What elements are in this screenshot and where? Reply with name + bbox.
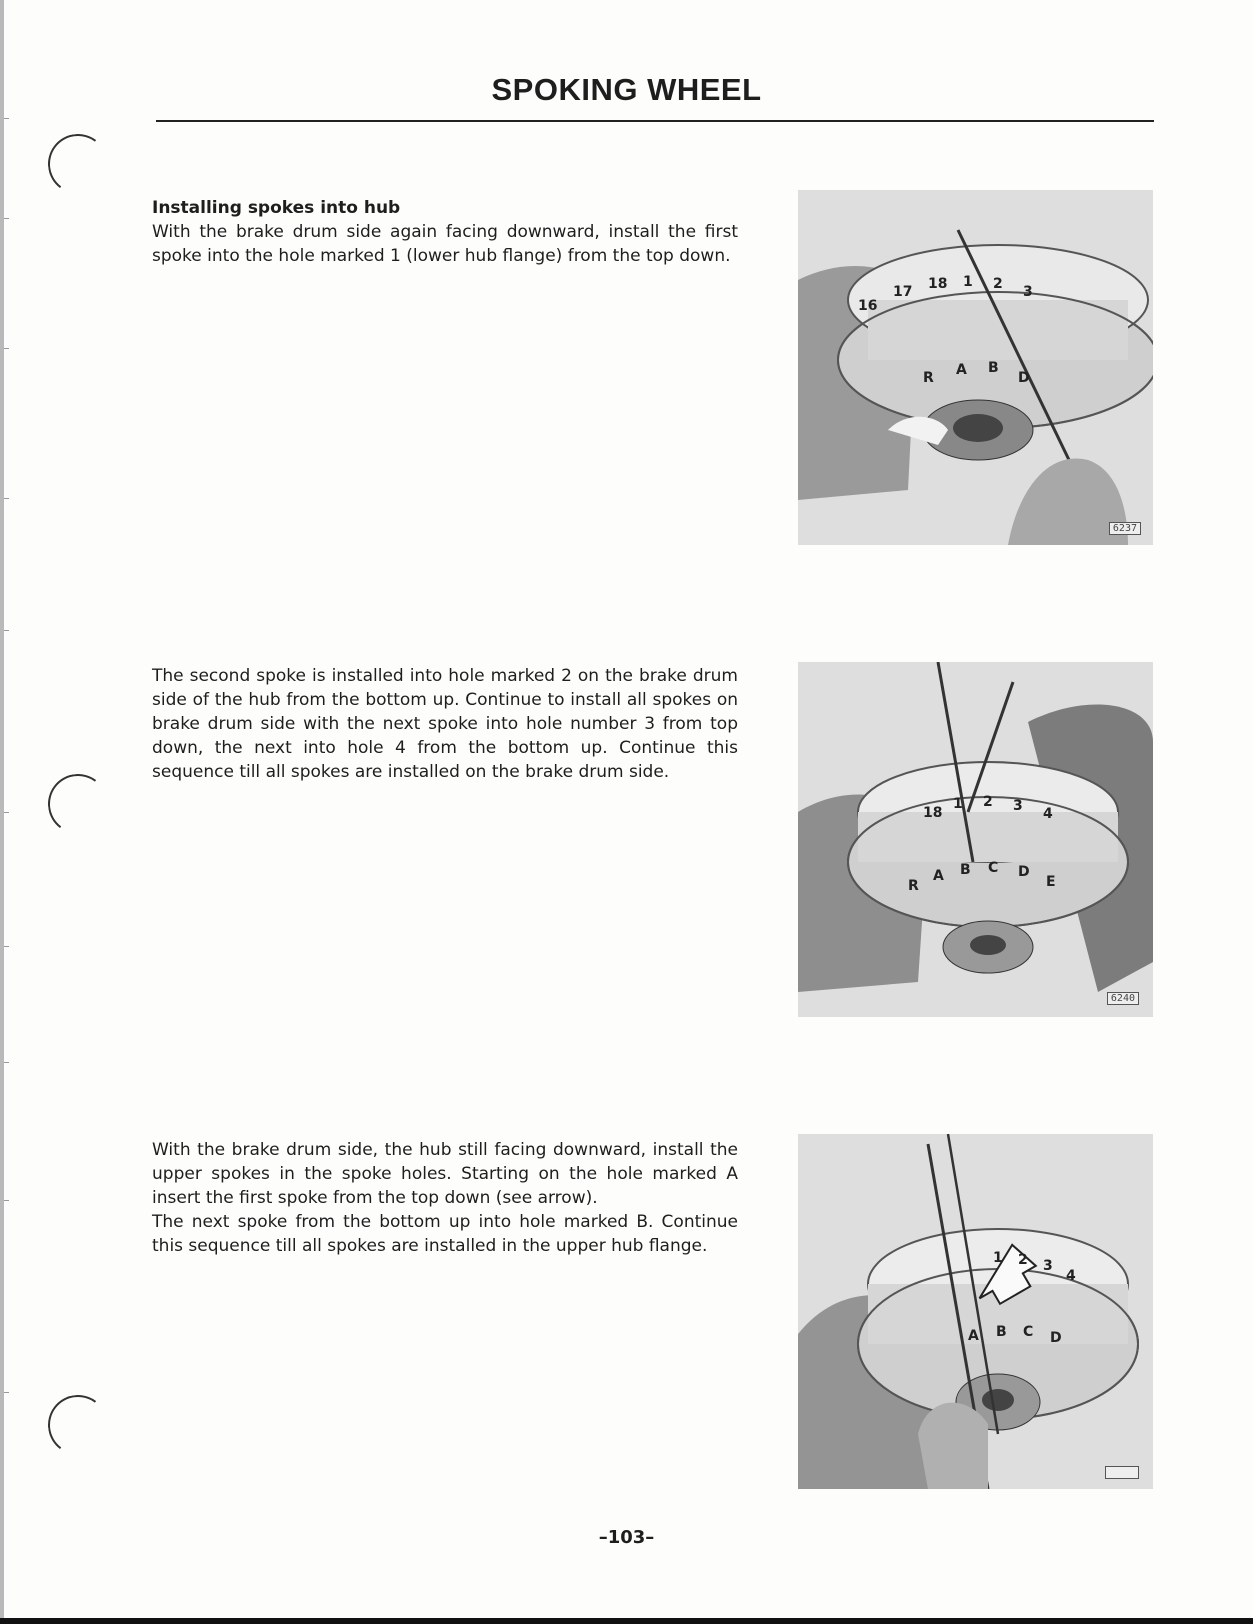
page-title: SPOKING WHEEL <box>491 72 762 107</box>
hub-photo-3 <box>798 1134 1153 1489</box>
hub-photo-1 <box>798 190 1153 545</box>
flange-label: 2 <box>993 276 1003 292</box>
binder-hole-mark <box>44 130 112 198</box>
flange-label: E <box>1046 874 1056 890</box>
margin-tick <box>4 348 9 349</box>
margin-tick <box>4 118 9 119</box>
flange-label: D <box>1050 1330 1062 1346</box>
section-paragraph: With the brake drum side again facing downward, install the first spoke into the hole marked 1 (lower hub flange) from the top down. <box>152 222 738 266</box>
section-paragraph: The next spoke from the bottom up into hole marked B. Continue this sequence till all spokes are installed in the upper hub flange. <box>152 1212 738 1256</box>
margin-tick <box>4 1392 9 1393</box>
figure-number: 6240 <box>1107 992 1139 1005</box>
figure-number <box>1105 1466 1139 1479</box>
page-bottom-edge <box>0 1618 1253 1624</box>
hub-illustration <box>798 190 1153 545</box>
flange-label: 16 <box>858 298 878 314</box>
flange-label: 18 <box>923 805 943 821</box>
flange-label: 2 <box>1018 1252 1028 1268</box>
flange-label: 4 <box>1066 1268 1076 1284</box>
flange-label: 2 <box>983 794 993 810</box>
section-heading: Installing spokes into hub <box>152 198 401 218</box>
hub-illustration <box>798 1134 1153 1489</box>
flange-label: 3 <box>1013 798 1023 814</box>
margin-tick <box>4 498 9 499</box>
flange-label: D <box>1018 370 1030 386</box>
section-paragraph: With the brake drum side, the hub still facing downward, install the upper spokes in the spoke holes. Starting on the hole marked A insert the first spoke from the top down (see arrow). <box>152 1140 738 1208</box>
flange-label: 1 <box>963 274 973 290</box>
margin-tick <box>4 218 9 219</box>
section-paragraph: The second spoke is installed into hole marked 2 on the brake drum side of the hub from the bottom up. Continue to install all spokes on brake drum side with the next spoke into hole number 3 from top down, the next into hole 4 from the bottom up. Continue this sequence till all spokes are installed on the brake drum side. <box>152 666 738 782</box>
title-rule <box>156 120 1154 122</box>
margin-tick <box>4 1062 9 1063</box>
figure-number: 6237 <box>1109 522 1141 535</box>
margin-tick <box>4 630 9 631</box>
flange-label: 17 <box>893 284 913 300</box>
flange-label: 18 <box>928 276 948 292</box>
binder-hole-mark <box>44 1391 112 1459</box>
flange-label: 1 <box>953 796 963 812</box>
flange-label: 1 <box>993 1250 1003 1266</box>
flange-label: 3 <box>1023 284 1033 300</box>
margin-tick <box>4 946 9 947</box>
flange-label: D <box>1018 864 1030 880</box>
section-installing-spokes <box>152 196 738 268</box>
hub-illustration <box>798 662 1153 1017</box>
binder-hole-mark <box>44 770 112 838</box>
flange-label: R <box>923 370 934 386</box>
margin-tick <box>4 812 9 813</box>
flange-label: B <box>988 360 999 376</box>
margin-tick <box>4 1200 9 1201</box>
flange-label: B <box>996 1324 1007 1340</box>
flange-label: B <box>960 862 971 878</box>
flange-label: 4 <box>1043 806 1053 822</box>
flange-label: 3 <box>1043 1258 1053 1274</box>
flange-label: A <box>933 868 944 884</box>
section-brake-drum-spokes <box>152 664 738 784</box>
flange-label: R <box>908 878 919 894</box>
flange-label: A <box>956 362 967 378</box>
flange-label: A <box>968 1328 979 1344</box>
page-number: –103– <box>598 1527 655 1548</box>
flange-label: C <box>1023 1324 1034 1340</box>
flange-label: C <box>988 860 999 876</box>
hub-photo-2 <box>798 662 1153 1017</box>
section-upper-spokes <box>152 1138 738 1258</box>
